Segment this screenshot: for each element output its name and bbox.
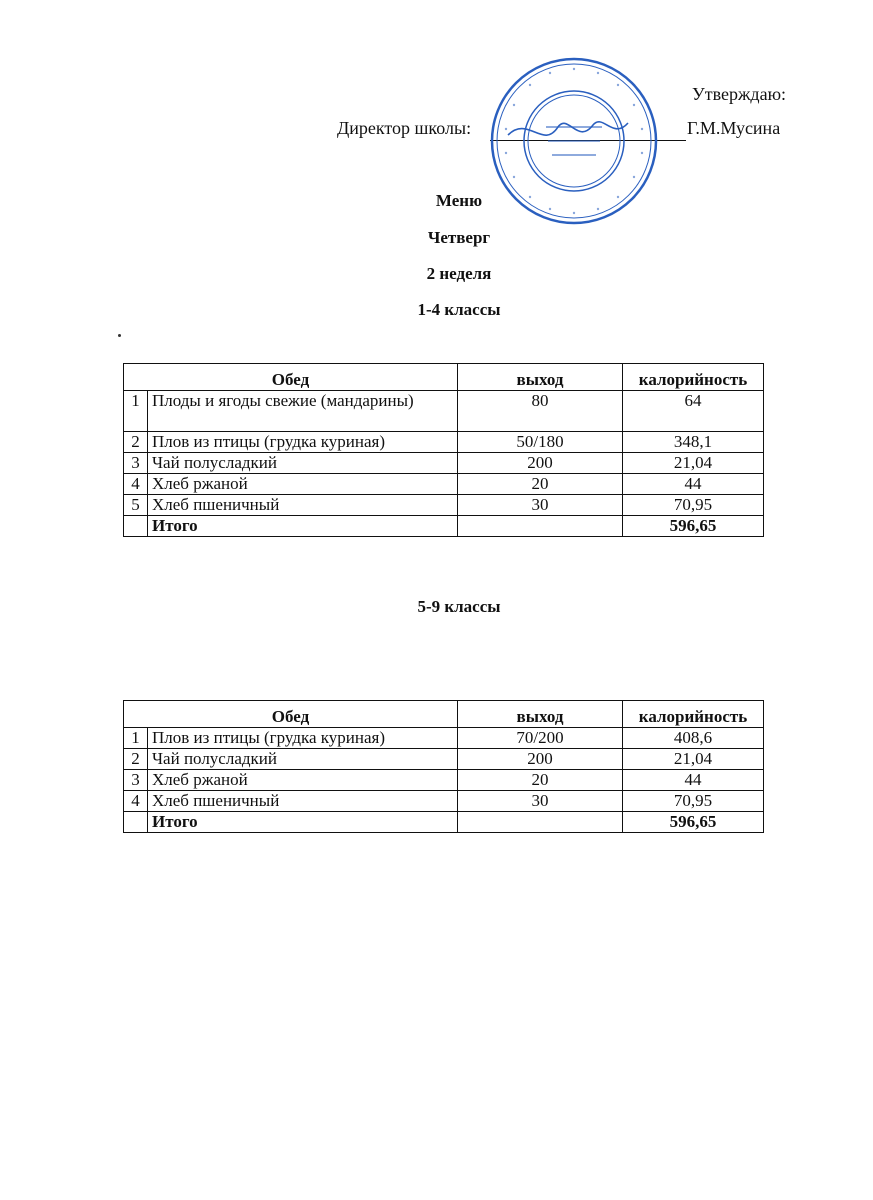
header-yield: выход <box>458 364 623 391</box>
table-row <box>124 474 764 495</box>
table-header-row <box>124 701 764 728</box>
row-dish: Плов из птицы (грудка куриная) <box>148 432 458 453</box>
row-dish: Хлеб ржаной <box>148 474 458 495</box>
table-row <box>124 770 764 791</box>
row-dish: Чай полусладкий <box>148 749 458 770</box>
header-calories: калорийность <box>623 701 764 728</box>
row-yield: 30 <box>458 791 623 812</box>
row-num: 3 <box>124 453 148 474</box>
menu-table-1-4 <box>123 363 764 537</box>
row-yield: 50/180 <box>458 432 623 453</box>
table-row <box>124 749 764 770</box>
day-title: Четверг <box>427 228 491 247</box>
row-yield: 30 <box>458 495 623 516</box>
row-yield: 20 <box>458 474 623 495</box>
row-calories: 21,04 <box>623 749 764 770</box>
header-yield: выход <box>458 701 623 728</box>
row-calories: 44 <box>623 770 764 791</box>
total-value: 596,65 <box>623 812 764 833</box>
director-label: Директор школы: <box>337 118 472 138</box>
menu-table-5-9 <box>123 700 764 833</box>
table-row <box>124 791 764 812</box>
total-label: Итого <box>148 812 458 833</box>
row-dish: Хлеб пшеничный <box>148 791 458 812</box>
menu-title: Меню <box>435 191 483 210</box>
row-num: 4 <box>124 474 148 495</box>
row-dish: Плов из птицы (грудка куриная) <box>148 728 458 749</box>
row-yield: 20 <box>458 770 623 791</box>
row-num: 3 <box>124 770 148 791</box>
row-calories: 44 <box>623 474 764 495</box>
grades-1-4-title: 1-4 классы <box>417 300 501 319</box>
total-value: 596,65 <box>623 516 764 537</box>
table-row <box>124 432 764 453</box>
row-calories: 64 <box>623 391 764 432</box>
row-yield: 70/200 <box>458 728 623 749</box>
row-num: 5 <box>124 495 148 516</box>
director-name: Г.М.Мусина <box>687 118 781 138</box>
row-num: 4 <box>124 791 148 812</box>
table-row <box>124 495 764 516</box>
table-row <box>124 391 764 432</box>
row-dish: Чай полусладкий <box>148 453 458 474</box>
row-yield: 200 <box>458 453 623 474</box>
header-dish: Обед <box>124 364 458 391</box>
row-num: 2 <box>124 432 148 453</box>
row-dish: Хлеб ржаной <box>148 770 458 791</box>
header-dish: Обед <box>124 701 458 728</box>
row-calories: 21,04 <box>623 453 764 474</box>
table-row <box>124 728 764 749</box>
row-calories: 348,1 <box>623 432 764 453</box>
table-header-row <box>124 364 764 391</box>
header-calories: калорийность <box>623 364 764 391</box>
row-num: 1 <box>124 728 148 749</box>
row-num: 2 <box>124 749 148 770</box>
table-row <box>124 453 764 474</box>
total-row <box>124 516 764 537</box>
stray-dot <box>118 334 121 337</box>
row-calories: 408,6 <box>623 728 764 749</box>
row-calories: 70,95 <box>623 495 764 516</box>
row-num: 1 <box>124 391 148 432</box>
total-label: Итого <box>148 516 458 537</box>
total-row <box>124 812 764 833</box>
week-title: 2 неделя <box>426 264 492 283</box>
grades-5-9-title: 5-9 классы <box>417 597 501 616</box>
row-dish: Плоды и ягоды свежие (мандарины) <box>148 391 458 432</box>
row-yield: 80 <box>458 391 623 432</box>
row-yield: 200 <box>458 749 623 770</box>
row-dish: Хлеб пшеничный <box>148 495 458 516</box>
approve-label: Утверждаю: <box>692 84 787 104</box>
row-calories: 70,95 <box>623 791 764 812</box>
